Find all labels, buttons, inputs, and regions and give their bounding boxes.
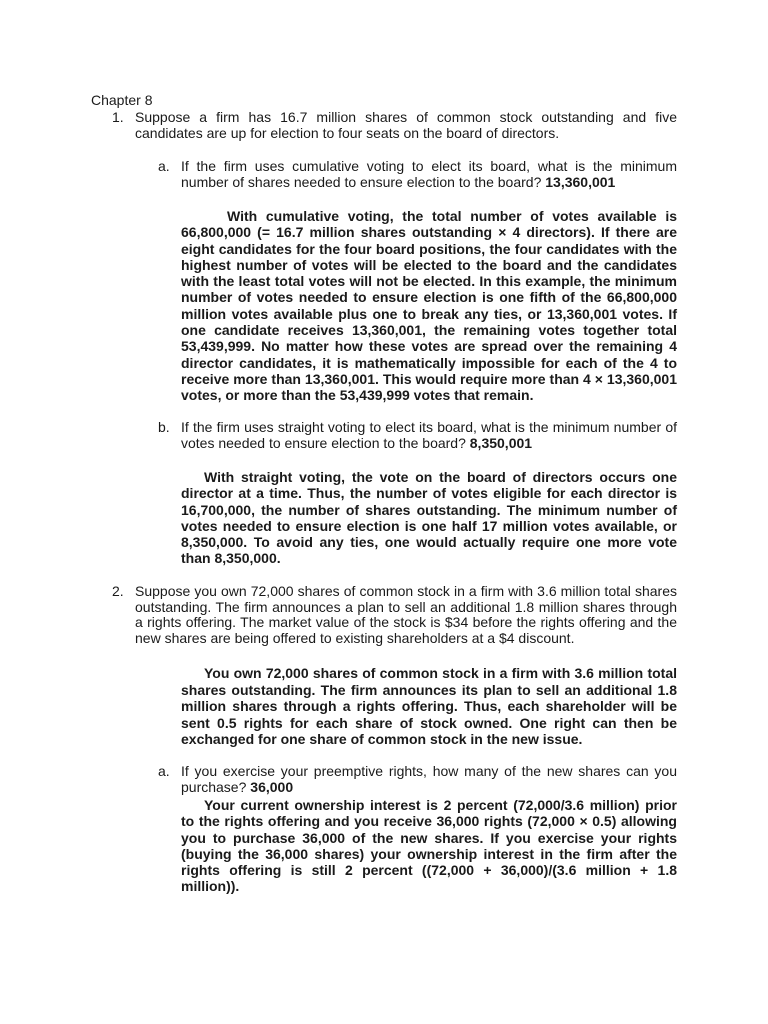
part-letter: a. <box>158 158 170 174</box>
short-answer: 13,360,001 <box>545 173 616 190</box>
part-question <box>181 420 677 451</box>
part-question-text: If you exercise your preemptive rights, how many of the new shares can you purchase? <box>181 763 677 795</box>
question-text: Suppose you own 72,000 shares of common stock in a firm with 3.6 million total shares outstanding. The firm announces a plan to sell an additional 1.8 million shares through a rights offering. The market value of the stock is $34 before the rights offering and the new shares are being offered to existing shareholders at a $4 discount. <box>135 583 677 646</box>
intro-explanation: You own 72,000 shares of common stock in a firm with 3.6 million total shares outstanding. The firm announces its plan to sell an additional 1.8 million shares through a rights offering. Thus, each shareholder will be sent 0.5 rights for each share of stock owned. One right can then be exchanged for one share of common stock in the new issue. <box>181 665 677 747</box>
short-answer: 36,000 <box>250 778 294 795</box>
short-answer: 8,350,001 <box>469 434 533 451</box>
part-letter: a. <box>158 763 170 779</box>
question-number: 2. <box>112 583 124 599</box>
answer-explanation: Your current ownership interest is 2 percent (72,000/3.6 million) prior to the rights offering and you receive 36,000 rights (72,000 × 0.5) allowing you to purchase 36,000 of the new shares. If you exercise your rights (buying the 36,000 shares) your ownership interest in the firm after the rights offering is still 2 percent ((72,000 + 36,000)/(3.6 million + 1.8 million)). <box>181 797 677 895</box>
chapter-title: Chapter 8 <box>91 92 153 108</box>
part-question <box>181 764 677 795</box>
question-number: 1. <box>112 109 124 125</box>
part-question <box>181 159 677 190</box>
answer-explanation: With cumulative voting, the total number of votes available is 66,800,000 (= 16.7 million shares outstanding × 4 directors). If there are eight candidates for the four board positions, the four candidates with the highest number of votes will be elected to the board and the candidates with the least total votes will not be elected. In this example, the minimum number of votes needed to ensure election is one fifth of the 66,800,000 million votes available plus one to break any ties, or 13,360,001 votes. If one candidate receives 13,360,001, the remaining votes together total 53,439,999. No matter how these votes are spread over the remaining 4 director candidates, it is mathematically impossible for each of the 4 to receive more than 13,360,001. This would require more than 4 × 13,360,001 votes, or more than the 53,439,999 votes that remain. <box>181 208 677 404</box>
answer-explanation: With straight voting, the vote on the board of directors occurs one director at a time. Thus, the number of votes eligible for each director is 16,700,000, the number of shares outstanding. The minimum number of votes needed to ensure election is one half 17 million votes available, or 8,350,000. To avoid any ties, one would actually require one more vote than 8,350,000. <box>181 469 677 567</box>
part-letter: b. <box>158 419 170 435</box>
part-question-text: If the firm uses cumulative voting to elect its board, what is the minimum number of shares needed to ensure election to the board? <box>181 158 677 190</box>
question-text: Suppose a firm has 16.7 million shares of common stock outstanding and five candidates are up for election to four seats on the board of directors. <box>135 109 677 141</box>
part-question-text: If the firm uses straight voting to elect its board, what is the minimum number of votes needed to ensure election to the board? <box>181 419 677 451</box>
